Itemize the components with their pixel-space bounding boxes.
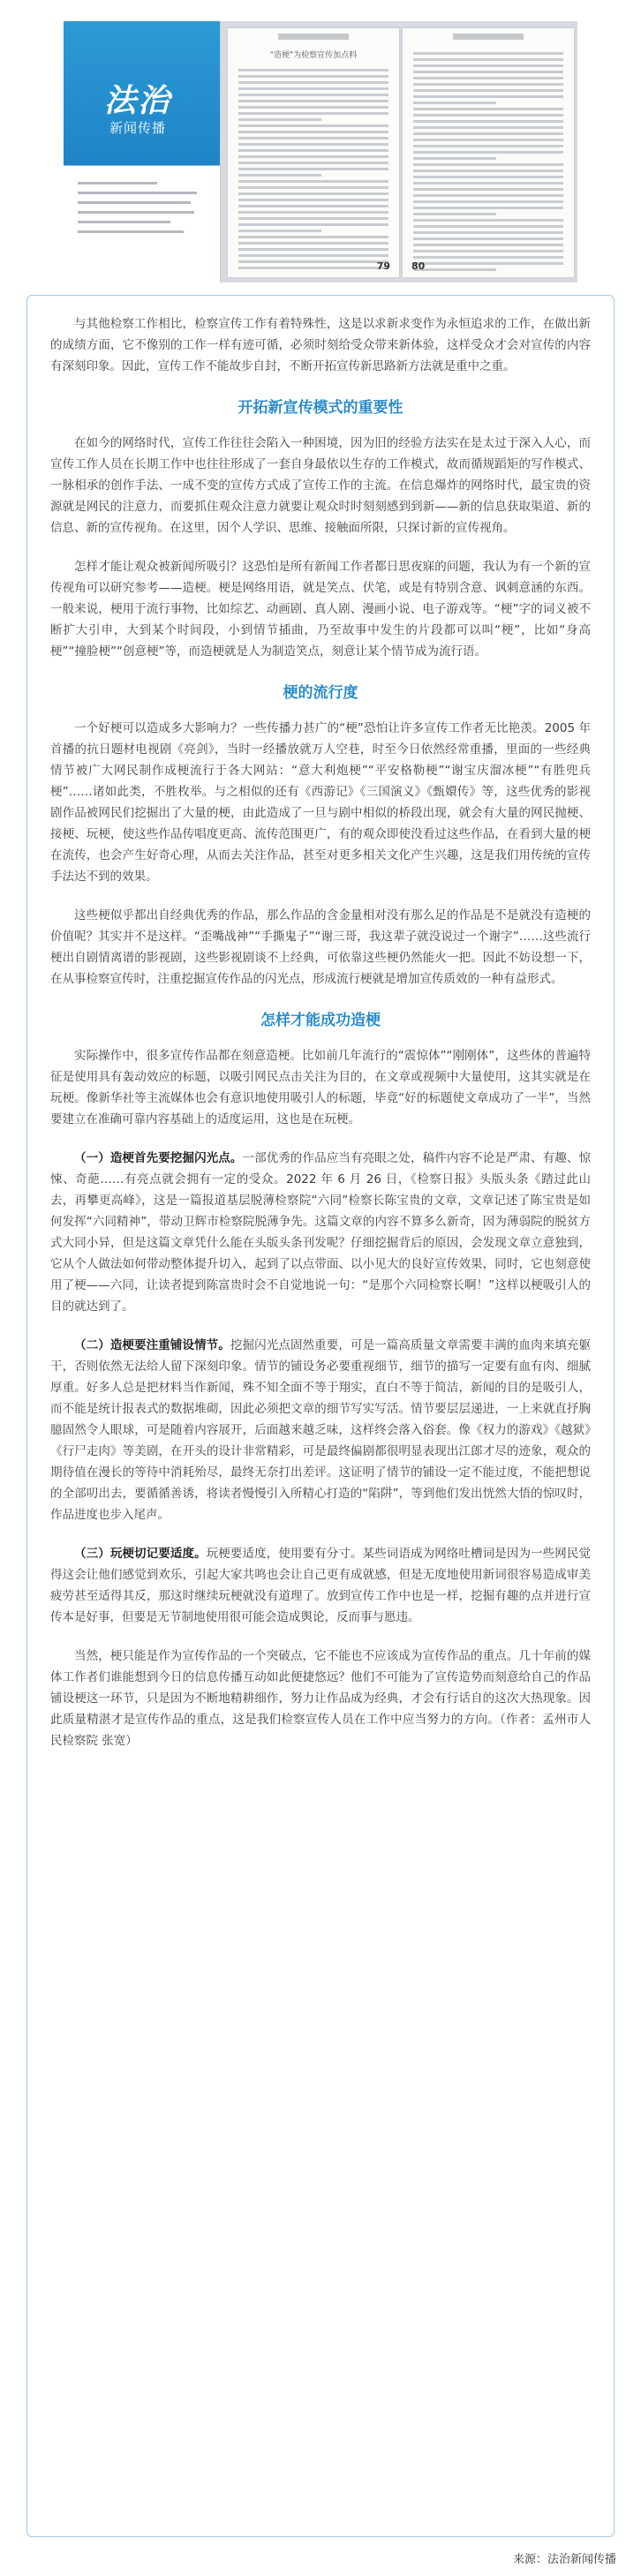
cover-subtitle: 新闻传播 (109, 120, 167, 136)
page-text-line (238, 248, 388, 251)
page-text-line (413, 169, 563, 172)
section-heading: 开拓新宣传模式的重要性 (238, 399, 403, 417)
page-text-line (413, 268, 496, 271)
page-text-line (413, 120, 563, 123)
page-text-line (413, 151, 563, 154)
page-text-line (413, 71, 563, 73)
page-text-line (238, 94, 388, 96)
page-text-line (238, 223, 388, 226)
page-text-line (413, 244, 563, 246)
page-text-line (413, 194, 563, 197)
page-text-line (413, 188, 563, 191)
paragraph: 怎样才能让观众被新闻所吸引？这恐怕是所有新闻工作者都日思夜寐的问题，我认为有一个新的宣传视角可以研究参考——造梗。梗是网络用语，就是笑点、伏笔，或是有特别含意、讽刺意涵的东西。一般来说，梗用于流行事物，比如综艺、动画剧、真人剧、漫画小说、电子游戏等。“梗”字的词义被不断扩大引申，大到某个时间段，小到情节插曲，乃至故事中发生的片段都可以叫“梗”，比如“身高梗”“撞脸梗”“创意梗”等，而造梗就是人为制造笑点，刻意让某个情节成为流行语。 (50, 560, 591, 659)
page-text-line (238, 162, 388, 164)
paragraph: 与其他检察工作相比，检察宣传工作有着特殊性，这是以求新求变作为永恒追求的工作，在做出新的成绩方面，它不像别的工作一样有迹可循，必须时刻给受众带来新体验，这样受众才会对宣传的内容有深刻印象。因此，宣传工作不能故步自封，不断开拓宣传新思路新方法就是重中之重。 (50, 317, 591, 373)
paragraph: 一个好梗可以造成多大影响力？一些传播力甚广的“梗”恐怕让许多宣传工作者无比艳羡。2005 年首播的抗日题材电视剧《亮剑》，当时一经播放就万人空巷，时至今日依然经常重播，里面的一些经典情节被广大网民制作成梗流行于各大网站：“意大利炮梗”“平安格勒梗”“谢宝庆溜冰梗”“有胜兜兵梗”……诸如此类，不胜枚举。与之相似的还有《西游记》《三国演义》《甄嬛传》等，这些优秀的影视剧作品被网民们挖掘出了大量的梗，由此造成了一旦与剧中相似的桥段出现，就会有大量的网民抛梗、接梗、玩梗，使这些作品传唱度更高、流传范围更广，有的观众即使没看过这些作品，在看到大量的梗在流传，也会产生好奇心理，从而去关注作品，甚至对更多相关文化产生兴趣，这是我们用传统的宣传手法达不到的效果。 (50, 721, 591, 884)
page-text-line (413, 207, 563, 209)
paragraph (50, 1543, 591, 1628)
page-text-line (238, 254, 388, 257)
magazine-page-right (403, 28, 574, 277)
page-text-line (238, 260, 388, 263)
paragraph (50, 1148, 591, 1317)
page-text-line (238, 69, 388, 72)
page-text-line (238, 137, 388, 139)
paragraph-lead: （一）造梗首先要挖掘闪光点。 (74, 1151, 243, 1165)
page-text-line (413, 139, 563, 141)
page-text-line (413, 114, 563, 117)
page-text-line (413, 95, 563, 98)
page-text-line (413, 182, 563, 185)
page-text-line (413, 102, 496, 104)
page-text-line (413, 157, 496, 160)
page-text-line (238, 217, 388, 220)
section-heading: 怎样才能成功造梗 (260, 1012, 381, 1029)
page-text-line (238, 100, 388, 102)
paragraph: 在如今的网络时代，宣传工作往往会陷入一种困境，因为旧的经验方法实在是太过于深入人心，而宣传工作人员在长期工作中也往往形成了一套自身最依以生存的工作模式，故而循规蹈矩的写作模式、一脉相承的创作手法、一成不变的宣传方式成了宣传工作的主流。在信息爆炸的网络时代，最宝贵的资源就是网民的注意力，而要抓住观众注意力就要让观众时时刻刻感到到新——新的信息获取渠道、新的信息、新的宣传视角。在这里，因个人学识、思维、接触面所限，只探讨新的宣传视角。 (50, 436, 591, 535)
page-text-line (413, 163, 563, 166)
paragraph-body: 玩梗要适度，使用要有分寸。某些词语成为网络吐槽词是因为一些网民觉得这会让他们感觉到欢乐，引起大家共鸣也会让自己更有成就感，但是无度地使用新词很容易造成审美疲劳甚至适得其反，那这时继续玩梗就没有道理了。放到宣传工作中也是一样，挖掘有趣的点并进行宣传本是好事，但要是无节制地使用很可能会造成舆论，反而事与愿违。 (50, 1547, 592, 1624)
cover-text-lines (78, 182, 210, 240)
section-heading: 梗的流行度 (283, 684, 358, 702)
page-text-line (413, 256, 563, 259)
paragraph-body: 挖掘闪光点固然重要，可是一篇高质量文章需要丰满的血肉来填充躯干，否则依然无法给人留下深刻印象。情节的铺设务必要重视细节，细节的描写一定要有血有肉、细腻厚重。好多人总是把材料当作新闻，殊不知全面不等于翔实，直白不等于简洁，新闻的目的是吸引人，而不能是统计报表式的数据堆砌，因此必须把文章的细节写实写活。情节要层层递进，一上来就直抒胸臆固然令人眼球，可是随着内容展开，后面越来越乏味，这样终会落入俗套。像《权力的游戏》《越狱》《行尸走肉》等美剧，在开头的设计非常精彩，可是最终偏剧都很明显表现出江郎才尽的迹象，观众的期待值在漫长的等待中消耗殆尽，最终无奈打出差评。这证明了情节的铺设一定不能过度，不能把想说的全部叨出去，要循循善诱，将读者慢慢引入所精心打造的“陷阱”，等到他们发出恍然大悟的惊叹时，作品进度也步入尾声。 (50, 1338, 592, 1522)
page-text-line (413, 213, 496, 215)
page-text-line (238, 131, 388, 133)
page-text-line (238, 186, 388, 189)
paragraph-lead: （三）玩梗切记要适度。 (74, 1547, 207, 1561)
page-text-line (413, 89, 563, 92)
magazine-cover (64, 21, 221, 282)
page-text-line (238, 75, 388, 78)
paragraph (50, 1335, 591, 1525)
source-credit: 来源：法治新闻传播 (512, 2553, 616, 2566)
page-text-line (413, 58, 563, 61)
page-text-line (238, 112, 388, 115)
page-text-line (238, 81, 388, 84)
page-text-line (238, 236, 388, 238)
page-text-line (413, 77, 563, 79)
page-text-line (238, 205, 388, 207)
page-text-line (238, 87, 388, 90)
page-text-line (238, 118, 321, 121)
page-text-line (238, 174, 321, 177)
page-text-line (238, 192, 388, 195)
page-text-line (238, 211, 388, 214)
page-text-line (413, 52, 563, 55)
page-text-line (413, 64, 563, 67)
page-text-line (413, 250, 563, 252)
page-text-line (413, 200, 563, 203)
page-text-line (238, 180, 388, 183)
cover-title: 法治 (104, 82, 172, 119)
page-text-line (413, 231, 563, 234)
page-text-line (238, 168, 388, 170)
page-number-right: 80 (411, 260, 426, 272)
page-text-line (413, 237, 563, 240)
page-text-line (238, 124, 388, 127)
page-text-line (413, 126, 563, 129)
page-number-left: 79 (376, 260, 390, 272)
page-text-line (413, 219, 563, 222)
page-text-line (238, 143, 388, 146)
paragraph-body: 一部优秀的作品应当有亮眼之处，稿件内容不论是严肃、有趣、惊悚、奇葩……有亮点就会拥有一定的受众。2022 年 6 月 26 日，《检察日报》头版头条《踏过此山去，再攀更高峰》，这是一篇报道基层脱薄检察院“六同”检察长陈宝贵的文章，文章记述了陈宝贵是如何发挥“六同精神”，带动卫辉市检察院脱薄争先。这篇文章的内容不算多么新奇，因为薄弱院的脱贫方式大同小异，但是这篇文章凭什么能在头版头条刊发呢？仔细挖掘背后的原因，会发现文章立意独到，它从个人做法如何带动整体提升切入，起到了以点带面、以小见大的良好宣传效果，同时，它也刻意使用了梗——六同，让读者提到陈富贵时会不自觉地说一句：“是那个六同检察长啊！”这样以梗吸引人的目的就达到了。 (50, 1151, 591, 1314)
magazine-page-left (228, 28, 399, 277)
paragraph: 实际操作中，很多宣传作品都在刻意造梗。比如前几年流行的“震惊体”“刚刚体”，这些体的普遍特征是使用具有轰动效应的标题，以吸引网民点击关注为目的，在文章或视频中大量使用，这其实就是在玩梗。像新华社等主流媒体也会有意识地使用吸引人的标题，毕竟“好的标题使文章成功了一半”，当然要建立在准确可靠内容基础上的适度运用，这也是在玩梗。 (50, 1049, 591, 1126)
page-text-line (413, 132, 563, 135)
page-text-line (413, 108, 563, 110)
paragraph: 当然，梗只能是作为宣传作品的一个突破点，它不能也不应该成为宣传作品的重点。几十年前的媒体工作者们谁能想到今日的信息传播互动如此便捷悠远？他们不可能为了宣传造势而刻意给自己的作品铺设梗这一环节，只是因为不断地精耕细作，努力让作品成为经典，才会有行话自的这次大热现象。因此质量精湛才是宣传作品的重点，这是我们检察宣传人员在工作中应当努力的方向。（作者：孟州市人民检察院 张宽） (50, 1649, 591, 1748)
article-box (26, 295, 615, 2537)
page-text-line (238, 230, 321, 232)
page-text-line (413, 225, 563, 228)
page-text-line (413, 262, 563, 265)
page-text-line (413, 83, 563, 86)
page-text-line (238, 149, 388, 152)
page-text-line (238, 199, 388, 201)
page-text-line (238, 155, 388, 158)
page-title: "造梗"为检察宣传加点料 (269, 51, 358, 60)
page-text-line (413, 176, 563, 178)
magazine-spread-image (64, 21, 577, 282)
page-text-line (238, 267, 388, 269)
page-text-line (413, 145, 563, 147)
paragraph-lead: （二）造梗要注重铺设情节。 (74, 1338, 230, 1352)
page-text-line (238, 106, 388, 109)
page-text-line (238, 242, 388, 245)
paragraph: 这些梗似乎都出自经典优秀的作品，那么作品的含金量相对没有那么足的作品是不是就没有造梗的价值呢？其实并不是这样。“歪嘴战神”“手撕鬼子”“谢三哥，我这辈子就没说过一个谢字”……这些流行梗出自剧情离谱的影视剧，这些影视剧谈不上经典，可依靠这些梗仍然能火一把。因此不妨设想一下，在从事检察宣传时，注重挖掘宣传作品的闪光点，形成流行梗就是增加宣传质效的一种有益形式。 (50, 908, 591, 986)
